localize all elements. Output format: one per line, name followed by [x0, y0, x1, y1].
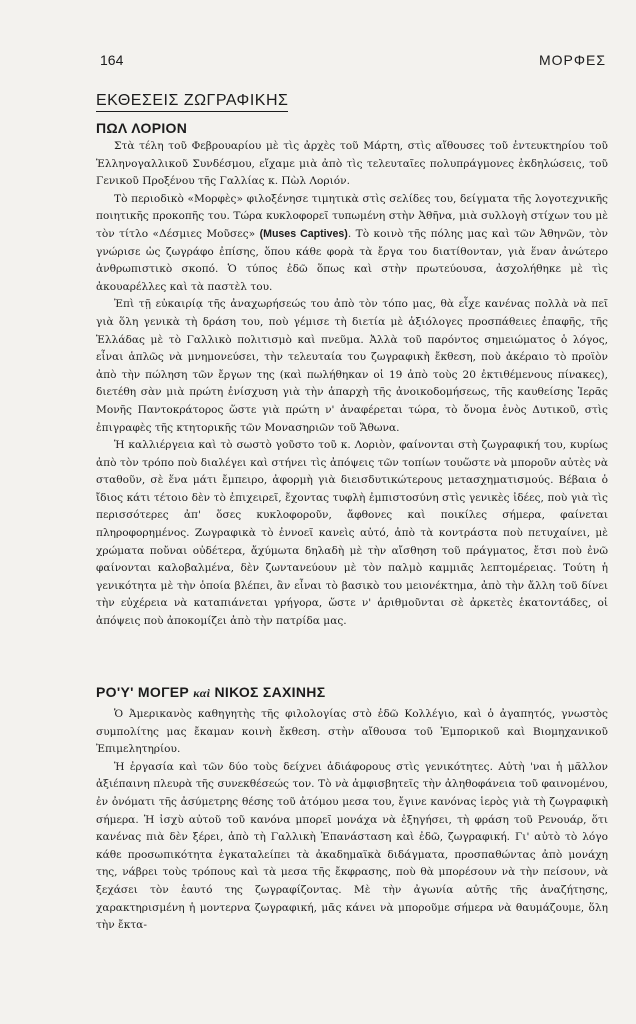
- article-body-lorion: [96, 138, 608, 631]
- article-body-moger-sachinis: [96, 706, 608, 935]
- heading-name-moger: ΡΟ'Υ' ΜΟΓΕΡ: [96, 684, 190, 700]
- running-title: ΜΟΡΦΕΣ: [538, 52, 606, 68]
- heading-name-sachinis: ΝΙΚΟΣ ΣΑΧΙΝΗΣ: [214, 684, 326, 700]
- paragraph: Ἐπὶ τῇ εὐκαιρίᾳ τῆς ἀναχωρήσεώς του ἀπὸ τὸν τόπο μας, θὰ εἶχε κανένας πολλὰ νὰ πεῖ γιὰ ὅλη γενικὰ τὴ δράση του, ποὺ γέμισε τὴ διετία μὲ ἀξιόλογες προσπάθειες ἐπαφῆς, τῆς Ἑλλάδας μὲ τὸ Γαλλικὸ πολιτισμὸ καὶ πνεῦμα. Ἀλλὰ τοῦ παρόντος σημειώματος ὁ λόγος, εἶναι ἁπλῶς νὰ μνημονεύσει, τὴν τελευταία του ζωγραφικὴ ἔκθεση, ποὺ ἀκέραιο τὸ προϊὸν ἀπὸ τὴν πώληση τῶν ἔργων της (καὶ πωλήθηκαν οἱ 19 ἀπὸ τοὺς 20 ἐκτιθέμενους πίνακες), διετέθη σὰν μιὰ πρώτη ἐνίσχυση γιὰ τὴν ἀπαρχὴ τῆς ἀνοικοδομήσεως, τῆς καυθείσης Ἱερᾶς Μονῆς Παντοκράτορος ὥστε γιὰ πρώτη ν' ἀναφέρεται τώρα, τὸ ὄνομα ἑνὸς Δυτικοῦ, στὶς ἐπιγραφὲς τῆς κτητορικῆς τῶν Μονασηριῶν τοῦ Ἄθωνα.: [96, 298, 608, 434]
- page-number: 164: [100, 52, 124, 68]
- paragraph: Ἡ ἐργασία καὶ τῶν δύο τοὺς δείχνει ἀδιάφορους στὶς γενικότητες. Αὐτὴ 'ναι ἡ μᾶλλον ἀξιέπαινη πλευρὰ τῆς συνεκθέσεώς τον. Τὸ νὰ ἀμφισβητεῖς τὴν ἀληθοφάνεια τοῦ φαινομένου, ἐν ὀνόματι τῆς ἀσύμετρης θέσης τοῦ ἀτόμου μεσα του, ἔγινε κανόνας ἱερὸς γιὰ τὴ ζωγραφικὴ σήμερα. Ἡ ἰσχὺ αὐτοῦ τοῦ κανόνα μπορεῖ μονάχα νὰ ἐξηγήσει, τὴ φράση τοῦ Ρενουάρ, ὅτι κανένας πιὰ δὲν ξέρει, ἀπὸ τὴ Γαλλικὴ Ἐπανάσταση καὶ ἐδῶ, ζωγραφική. Γι' αὐτὸ τὸ λόγο κάθε προσωπικότητα ἐγκαταλείπει τὰ ἀκαδημαϊκὰ διδάγματα, προσπαθώντας ἀπὸ μονάχη της, νάβρει τοὺς τρόπους καὶ τὰ μεσα τῆς ἔκφρασης, ποὺ θὰ μπορέσουν νὰ τὴν πείσουν, νὰ ξεχάσει τὸν ἑαυτό της ζωγραφίζοντας. Μὲ τὴν ἀγωνία αὐτῆς τῆς ἀναζήτησης, χαρακτηρισμένη ἡ μοντερνα ζωγραφική, μᾶς κάνει νὰ μποροῦμε σήμερα νὰ θαυμάζουμε, ὅλη τὴν ἔκτα-: [96, 760, 608, 932]
- paragraph: Στὰ τέλη τοῦ Φεβρουαρίου μὲ τὶς ἀρχὲς τοῦ Μάρτη, στὶς αἴθουσες τοῦ ἐντευκτηρίου τοῦ Ἑλληνογαλλικοῦ Συνδέσμου, εἴχαμε μιὰ ἀπὸ τὶς τελευταῖες πολυπράγμονες ἐκδηλώσεις, τοῦ Γενικοῦ Προξένου τῆς Γαλλίας κ. Πὼλ Λοριόν.: [96, 140, 608, 188]
- book-title-latin: (Muses Captives): [259, 227, 348, 240]
- page-header: [100, 52, 606, 72]
- section-title: ΕΚΘΕΣΕΙΣ ΖΩΓΡΑΦΙΚΗΣ: [96, 92, 288, 112]
- paragraph: Ἡ καλλιέργεια καὶ τὸ σωστὸ γοῦστο τοῦ κ. Λοριὸν, φαίνονται στὴ ζωγραφική του, κυρίως ἀπὸ τὸν τρόπο ποὺ διαλέγει καὶ στήνει τὶς ἀπόψεις τῶν τοπίων τουὥστε νὰ μποροῦν αὐτὲς νὰ σταθοῦν, σὲ ἕνα μάτι ἔμπειρο, ἀφορμὴ γιὰ διεισδυτικώτερους μετασχηματισμούς. Βέβαια ὁ ἴδιος κάτι τέτοιο δὲν τὸ ἐπιχειρεῖ, ἔχοντας τυφλὴ ἐμπιστοσύνη στὶς γενικὲς ἰδέες, ποὺ γιὰ τὶς περισσότερες ἀπ' ὅσες κυκλοφοροῦν, ἄφθονες καὶ ποικίλες σήμερα, φαίνεται πληροφορημένος. Ζωγραφικὰ τὸ ἐννοεῖ κανεὶς αὐτό, ἀπὸ τὰ κοντράστα ποὺ πετυχαίνει, μὲ χρώματα ποὔναι οὐδέτερα, ἄχύμωτα δηλαδὴ μὲ τὴν αἴσθηση τοῦ πράγματος, ἔτσι ποὺ ἐνῶ φαίνονται καλοβαλμένα, δὲν ζωντανεύουν μὲ τὸν παλμὸ καμμιᾶς λεπτομέρειας. Τούτη ἡ γενικότητα μὲ τὴν ὁποία βλέπει, ἂν εἶναι τὸ βασικὸ του μειονέκτημα, ἀπὸ τὴν ἄλλη τοῦ δίνει τὴν εὐχέρεια νὰ καταπιάνεται γρήγορα, ὥστε ν' ἀριθμοῦνται σὲ ἀρκετὲς ἑκατοντάδες, οἱ ἀπόψεις ποὺ ἀποκομίζει ἀπὸ τὴν πατρίδα μας.: [96, 439, 608, 628]
- paragraph: [96, 191, 608, 297]
- heading-conjunction: καὶ: [193, 686, 211, 700]
- article-heading-moger-sachinis: [96, 684, 325, 701]
- paragraph-text: Τὸ περιοδικὸ «Μορφὲς» φιλοξένησε τιμητικὰ στὶς σελίδες του, δείγματα τῆς λογοτεχνικῆς ποιητικῆς προκοπῆς του. Τώρα κυκλοφορεῖ τυπωμένη στὴν Ἀθῆνα, μιὰ συλλογὴ στίχων του μὲ τὸν τίτλο «Δέσμιες Μοῦσες»: [96, 192, 608, 240]
- paragraph: Ὁ Ἀμερικανὸς καθηγητὴς τῆς φιλολογίας στὸ ἐδῶ Κολλέγιο, καὶ ὁ ἀγαπητός, γνωστὸς συμπολίτης μας ἔκαμαν κοινὴ ἔκθεση. στὴν αἴθουσα τοῦ Ἐμπορικοῦ καὶ Βιομηχανικοῦ Ἐπιμελητηρίου.: [96, 708, 608, 756]
- paragraph-text: . Τὸ κοινὸ τῆς πόλης μας καὶ τῶν Ἀθηνῶν, τὸν γνώρισε ὡς ζωγράφο ἐπίσης, ὅπου κάθε φορὰ τὰ ἔργα του διατίθονταν, γιὰ ἕναν ἀνώτερο ἀνθρωπιστικὸ σκοπό. Ὁ τύπος ἐδῶ ὅπως καὶ στὴν πρωτεύουσα, ἀσχολήθηκε μὲ τὶς ἀκουαρέλλες καὶ τὰ παστὲλ του.: [96, 227, 608, 293]
- article-heading-lorion: ΠΩΛ ΛΟΡΙΟΝ: [96, 120, 188, 136]
